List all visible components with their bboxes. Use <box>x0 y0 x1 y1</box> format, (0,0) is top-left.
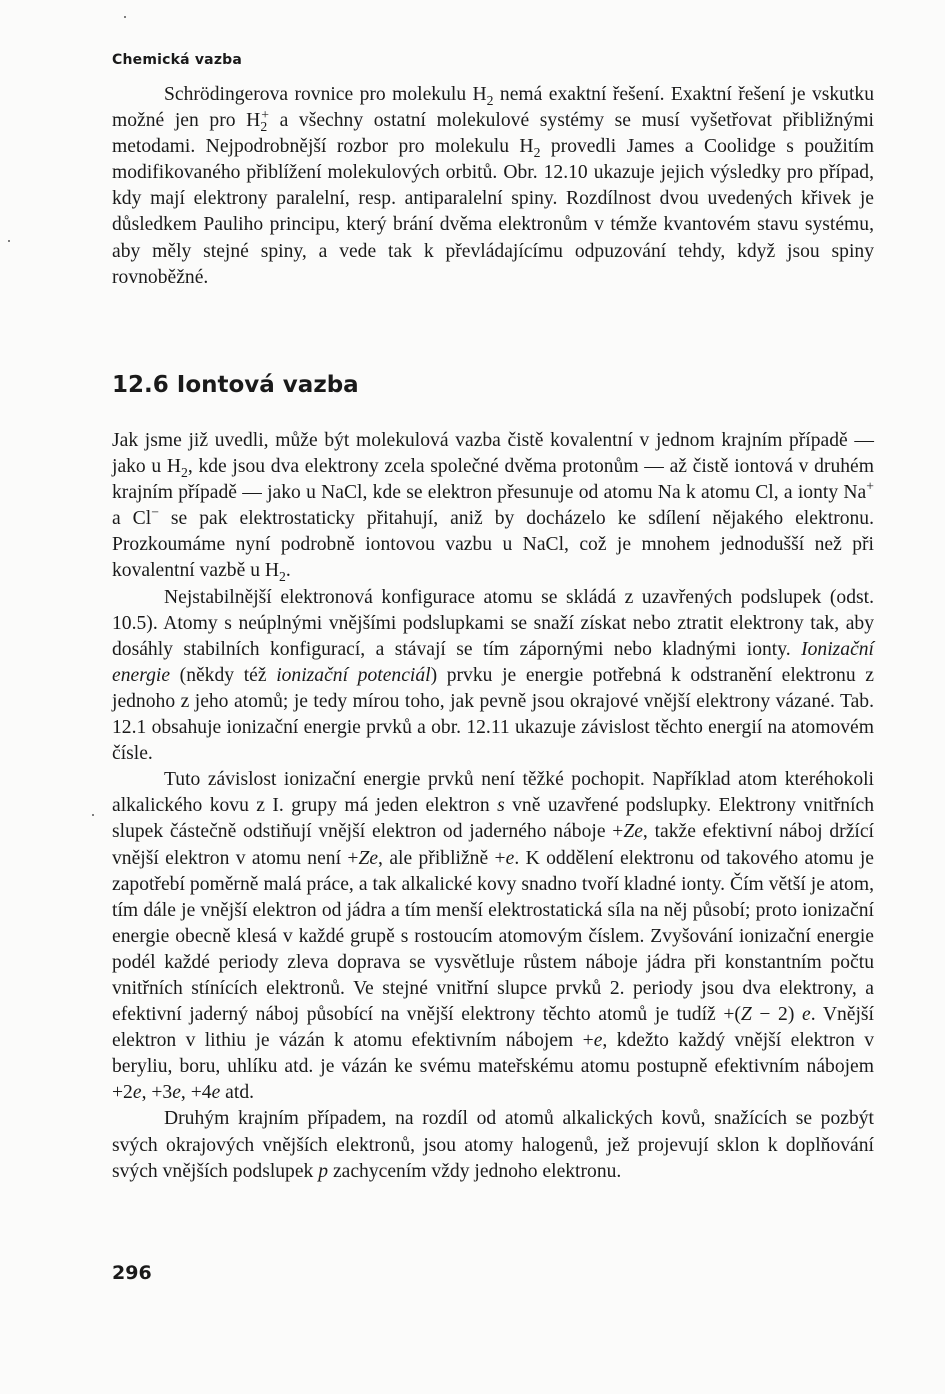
running-head: Chemická vazba <box>112 52 243 68</box>
paragraph: Druhým krajním případem, na rozdíl od atomů alkalických kovů, snažících se pozbýt svých okrajových vnějších elektronů, jsou atomy halogenů, jež projevují sklon k doplňování svých vnějších podslupek p zachycením vždy jednoho elektronu. <box>112 1108 874 1182</box>
scan-speck <box>124 16 126 18</box>
intro-paragraph <box>112 82 874 291</box>
paragraph: Tuto závislost ionizační energie prvků není těžké pochopit. Například atom kteréhokoli alkalického kovu z I. grupy má jeden elektron s vně uzavřené podslupky. Elektrony vnitřních slupek částečně odstiňují vnější elektron od jaderného náboje +Ze, takže efektivní náboj držící vnější elektron v atomu není +Ze, ale přibližně +e. K oddělení elektronu od takového atomu je zapotřebí poměrně malá práce, a tak alkalické kovy snadno tvoří kladné ionty. Čím větší je atom, tím dále je vnější elektron od jádra a tím menší elektrostatická síla na něj působí; proto ionizační energie obecně klesá v každé grupě s rostoucím atomovým číslem. Zvyšování ionizační energie podél každé periody zleva doprava se vysvětluje růstem náboje jádra při konstantním počtu vnitřních stínících elektronů. Ve stejné vnitřní slupce prvků 2. periody jsou dva elektrony, a efektivní jaderný náboj působící na vnější elektrony těchto atomů je tudíž +(Z − 2) e. Vnější elektron v lithiu je vázán k atomu efektivním nábojem +e, kdežto každý vnější elektron v beryliu, boru, uhlíku atd. je vázán ke svému mateřskému atomu postupně efektivním nábojem +2e, +3e, +4e atd. <box>112 769 875 1104</box>
section-body <box>112 428 874 1185</box>
page-number: 296 <box>112 1262 152 1284</box>
paragraph: Nejstabilnější elektronová konfigurace atomu se skládá z uzavřených podslupek (odst. 10.5). Atomy s neúplnými vnějšími podslupkami se snaží získat nebo ztratit elektrony tak, aby dosáhly stabilních konfigurací, a stávají se tím zápornými nebo kladnými ionty. Ionizační energie (někdy též ionizační potenciál) prvku je energie potřebná k odstranění elektronu z jednoho z jeho atomů; je tedy mírou toho, jak pevně jsou okrajové vnější elektrony vázané. Tab. 12.1 obsahuje ionizační energie prvků a obr. 12.11 ukazuje závislost těchto energií na atomovém čísle. <box>112 586 874 765</box>
scan-speck <box>92 814 94 816</box>
paragraph: Jak jsme již uvedli, může být molekulová vazba čistě kovalentní v jednom krajním případě — jako u $H_2$, kde jsou dva elektrony zcela společné dvěma protonům — až čistě iontová v druhém krajním případě — jako u NaCl, kde se elektron přesunuje od atomu Na k atomu Cl, a ionty Na+ a Cl− se pak elektrostaticky přitahují, aniž by docházelo ke sdílení nějakého elektronu. Prozkoumáme nyní podrobně iontovou vazbu u NaCl, což je mnohem jednodušší než při kovalentní vazbě u $H_2$. <box>112 430 875 585</box>
scan-speck <box>8 240 10 242</box>
section-heading: 12.6 Iontová vazba <box>112 372 359 398</box>
paragraph: Schrödingerova rovnice pro molekulu $H_2$ nemá exaktní řešení. Exaktní řešení je vskutku možné jen pro $H_2^+$ a všechny ostatní molekulové systémy se musí vyšetřovat přibližnými metodami. Nejpodrobnější rozbor pro molekulu $H_2$ provedli James a Coolidge s použitím modifikovaného přiblížení molekulových orbitů. Obr. 12.10 ukazuje jejich výsledky pro případ, kdy mají elektrony paralelní, resp. antiparalelní spiny. Rozdílnost dvou uvedených křivek je důsledkem Pauliho principu, který brání dvěma elektronům v témže kvantovém stavu systému, aby měly stejné spiny, a vede tak k převládajícímu odpuzování tehdy, když jsou spiny rovnoběžné. <box>112 84 874 288</box>
